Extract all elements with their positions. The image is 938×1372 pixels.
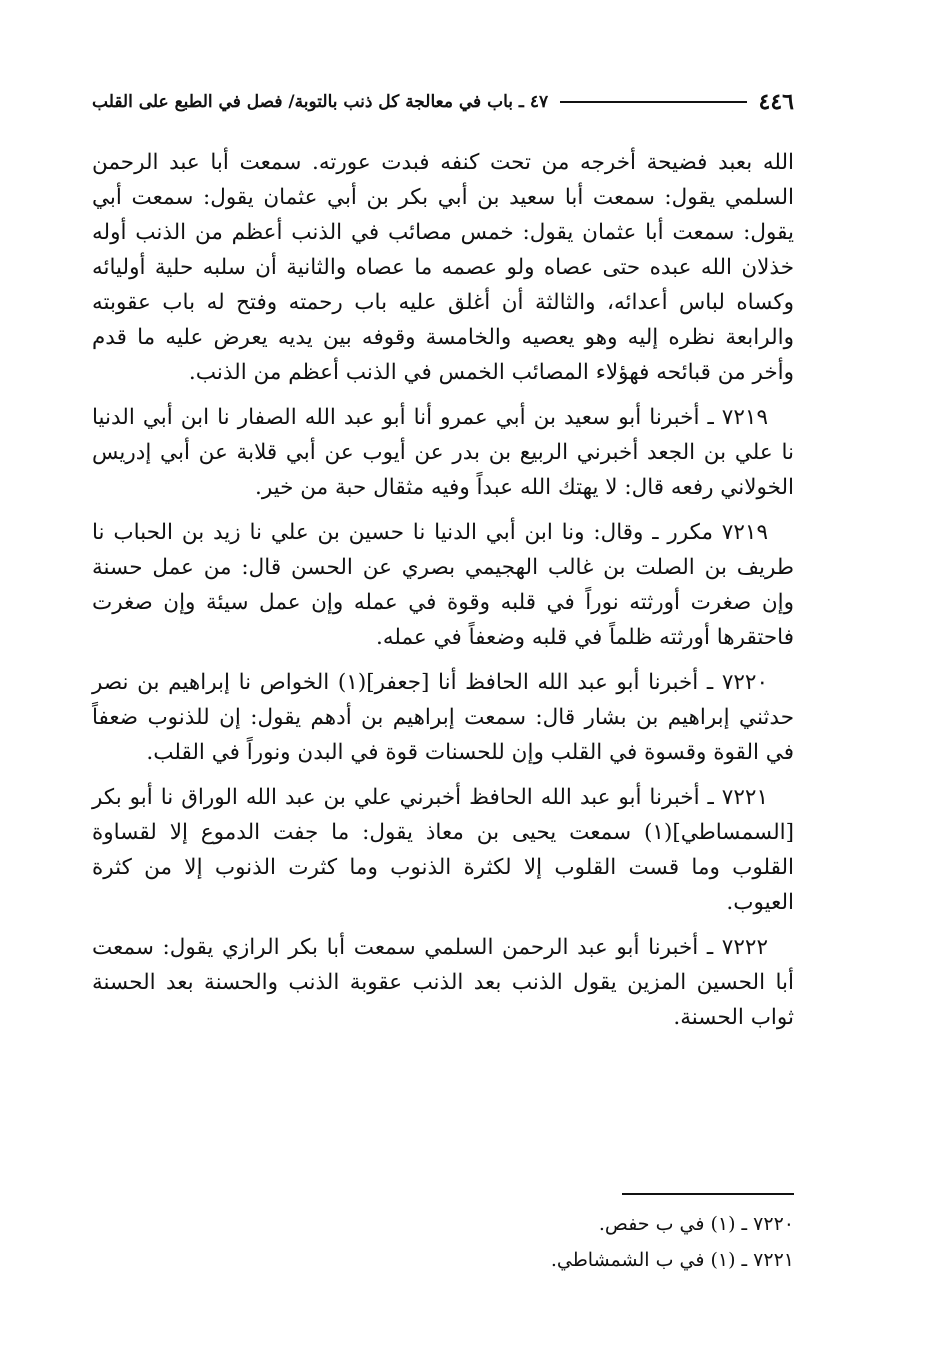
paragraph-7219-repeat: ٧٢١٩ مكرر ـ وقال: ونا ابن أبي الدنيا نا حسين بن علي نا زيد بن الحباب نا طريف بن الصلت بن غالب الهجيمي بصري عن الحسن قال: من عمل حسنة وإن صغرت أورثته نوراً في قلبه وقوة في عمله وإن عمل سيئة وإن صغرت فاحتقرها أورثته ظلماً في قلبه وضعفاً في عمله. [92, 520, 794, 650]
header-rule [560, 101, 746, 103]
page-number: ٤٤٦ [758, 89, 794, 115]
paragraph-7221: ٧٢٢١ ـ أخبرنا أبو عبد الله الحافظ أخبرني علي بن عبد الله الوراق نا أبو بكر [السمساطي](١) سمعت يحيى بن معاذ يقول: ما جفت الدموع إلا لقساوة القلوب وما قست القلوب إلا لكثرة الذنوب وما كثرت الذنوب إلا من كثرة العيوب. [92, 785, 794, 915]
footnote-7221: ٧٢٢١ ـ (١) في ب الشمشاطي. [550, 1249, 794, 1271]
paragraph-7219: ٧٢١٩ ـ أخبرنا أبو سعيد بن أبي عمرو أنا أبو عبد الله الصفار نا ابن أبي الدنيا نا علي بن الجعد أخبرني الربيع بن بدر عن أيوب عن أبي قلابة عن أبي إدريس الخولاني رفعه قال: لا يهتك الله عبداً وفيه مثقال حبة من خير. [92, 405, 794, 500]
paragraph-continuation: الله بعبد فضيحة أخرجه من تحت كنفه فبدت عورته. سمعت أبا عبد الرحمن السلمي يقول: سمعت أبا سعيد بن أبي بكر بن أبي عثمان يقول: سمعت أبي يقول: سمعت أبا عثمان يقول: خمس مصائب في الذنب أعظم من الذنب أوله خذلان الله عبده حتى عصاه ولو عصمه ما عصاه والثانية أن سلبه حلية أوليائه وكساه لباس أعدائه، والثالثة أن أغلق عليه باب رحمته وفتح له باب عقوبته والرابعة نظره إليه وهو يعصيه والخامسة وقوفه بين يديه يعرض عليه ما قدم وأخر من قبائحه فهؤلاء المصائب الخمس في الذنب أعظم من الذنب. [92, 150, 794, 385]
running-title: ٤٧ ـ باب في معالجة كل ذنب بالتوبة/ فصل في الطبع على القلب [92, 92, 549, 112]
footnote-7220: ٧٢٢٠ ـ (١) في ب حفص. [598, 1213, 794, 1235]
paragraph-7222: ٧٢٢٢ ـ أخبرنا أبو عبد الرحمن السلمي سمعت أبا بكر الرازي يقول: سمعت أبا الحسين المزين يقول الذنب بعد الذنب عقوبة الذنب والحسنة بعد الحسنة ثواب الحسنة. [92, 935, 794, 1030]
footnote-separator [622, 1193, 794, 1195]
paragraph-7220: ٧٢٢٠ ـ أخبرنا أبو عبد الله الحافظ أنا [جعفر](١) الخواص نا إبراهيم بن نصر حدثني إبراهيم بن بشار قال: سمعت إبراهيم بن أدهم يقول: إن للذنوب ضعفاً في القوة وقسوة في القلب وإن للحسنات قوة في البدن ونوراً في القلب. [92, 670, 794, 765]
footnotes [254, 1206, 794, 1278]
main-text [92, 145, 794, 1045]
page-header [92, 82, 794, 122]
